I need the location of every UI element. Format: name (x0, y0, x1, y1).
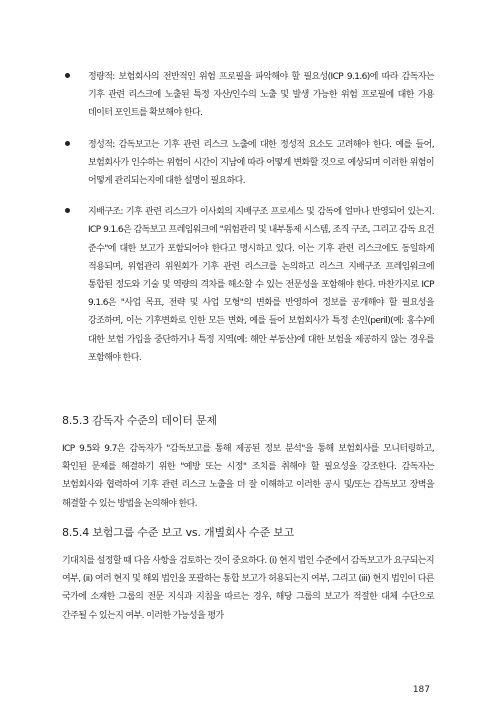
bullet-dot-icon (65, 73, 70, 78)
bullet-item-qualitative (62, 136, 434, 191)
section-body-8-5-3: ICP 9.5와 9.7은 감독자가 "감독보고를 통해 제공된 정보 분석"을 통해 보험회사를 모니터링하고, 확인된 문제를 해결하기 위한 "예방 또는 시정" 조치를 취해야 할 필요성을 강조한다. 감독자는 보험회사와 협력하여 기후 관련 리스크 노출을 더 잘 이해하고 이러한 공시 및/또는 감독보고 장벽을 해결할 수 있는 방법을 논의해야 한다. (62, 444, 434, 509)
bullet-text: 정성적: 감독보고는 기후 관련 리스크 노출에 대한 정성적 요소도 고려해야 한다. 예를 들어, 보험회사가 인수하는 위험이 시간이 지남에 따라 어떻게 변화할 것으로 예상되며 이러한 위험이 어떻게 관리되는지에 대한 설명이 필요하다. (88, 139, 434, 187)
section-heading-8-5-4: 8.5.4 보험그룹 수준 보고 vs. 개별회사 수준 보고 (62, 526, 295, 539)
bullet-text: 지배구조: 기후 관련 리스크가 이사회의 지배구조 프로세스 및 감독에 얼마나 반영되어 있는지. ICP 9.1.6은 감독보고 프레임워크에 "위험관리 및 내부통제 시스템, 조직 구조, 그리고 감독 요건 준수"에 대한 보고가 포함되어야 한다고 명시하고 있다. 이는 기후 관련 리스크에도 동일하게 적용되며, 위험관리 위원회가 기후 관련 리스크를 논의하고 리스크 지배구조 프레임워크에 통합된 정도와 기술 및 역량의 격차를 해소할 수 있는 전문성을 포함해야 한다. 마찬가지로 ICP 9.1.6은 "사업 목표, 전략 및 사업 모형"의 변화를 반영하여 정보를 공개해야 할 필요성을 강조하며, 이는 기후변화로 인한 모든 변화, 예를 들어 보험회사가 특정 손인(peril)(예: 홍수)에 대한 보험 가입을 중단하거나 특정 지역(예: 해안 부동산)에 대한 보험을 제공하지 않는 경우를 포함해야 한다. (88, 207, 434, 363)
section-heading-8-5-3: 8.5.3 감독자 수준의 데이터 문제 (62, 414, 217, 427)
bullet-item-governance (62, 203, 434, 367)
bullet-text: 정량적: 보험회사의 전반적인 위험 프로필을 파악해야 할 필요성(ICP 9.1.6)에 따라 감독자는 기후 관련 리스크에 노출된 특정 자산/인수의 노출 및 발생 가능한 위험 프로필에 대한 가용 데이터 포인트를 확보해야 한다. (88, 72, 434, 119)
page-number: 187 (412, 685, 430, 695)
bullet-item-quantitative (62, 68, 434, 123)
bullet-list (62, 68, 434, 380)
section-body-8-5-4: 기대치를 설정할 때 다음 사항을 검토하는 것이 중요하다. (i) 현지 법인 수준에서 감독보고가 요구되는지 여부, (ii) 여러 현지 및 해외 법인을 포괄하는 통합 보고가 허용되는지 여부, 그리고 (iii) 현지 법인이 다른 국가에 소재한 그룹의 전문 지식과 지침을 따르는 경우, 해당 그룹의 보고가 적절한 대체 수단으로 간주될 수 있는지 여부. 이러한 가능성을 평가 (62, 556, 434, 621)
bullet-dot-icon (65, 208, 70, 213)
bullet-dot-icon (65, 141, 70, 146)
